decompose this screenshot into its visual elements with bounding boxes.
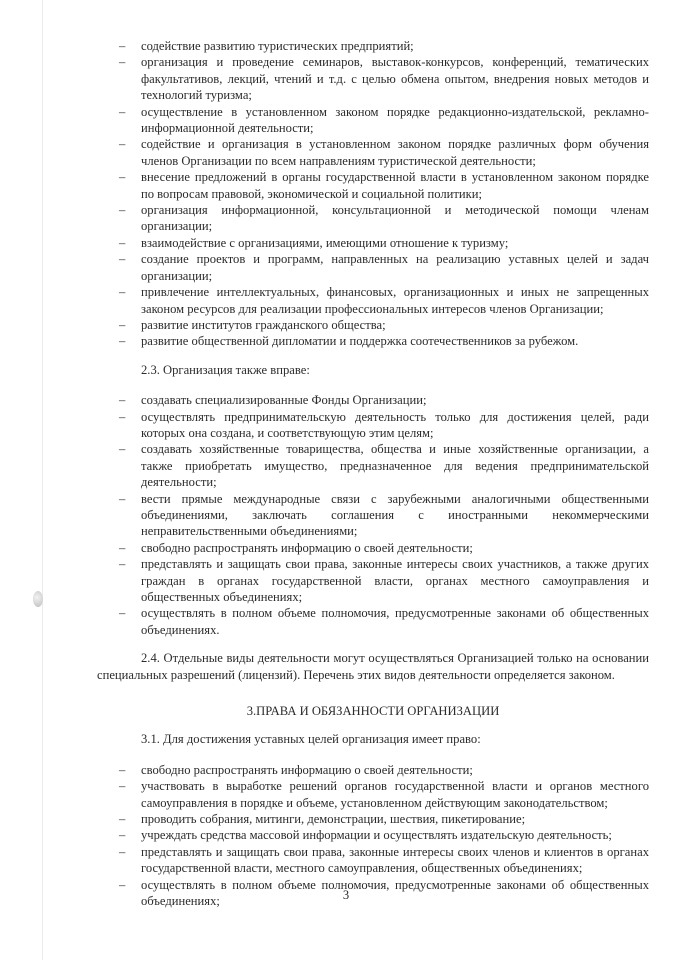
list-item: – осуществлять в полном объеме полномочия, предусмотренные законами об общественных объединениях. (97, 605, 649, 638)
section-3-1-intro: 3.1. Для достижения уставных целей организация имеет право: (141, 732, 481, 747)
list-item: – взаимодействие с организациями, имеющими отношение к туризму; (97, 235, 649, 251)
list-item: – внесение предложений в органы государственной власти в установленном законом порядке по вопросам правовой, экономической и социальной политики; (97, 169, 649, 202)
scan-edge-line (42, 0, 43, 960)
list-item: – развитие общественной дипломатии и поддержка соотечественников за рубежом. (97, 333, 649, 349)
rights-list (97, 392, 649, 638)
list-item: – содействие развитию туристических предприятий; (97, 38, 649, 54)
list-item: – осуществление в установленном законом порядке редакционно-издательской, рекламно-информационной деятельности; (97, 104, 649, 137)
list-item: – представлять и защищать свои права, законные интересы своих участников, а также других граждан в органах государственной власти, органах местного самоуправления и общественных объединениях; (97, 556, 649, 605)
list-item: – создание проектов и программ, направленных на реализацию уставных целей и задач организации; (97, 251, 649, 284)
page-content (97, 38, 649, 910)
list-item: – развитие институтов гражданского общества; (97, 317, 649, 333)
section-3-heading: 3.ПРАВА И ОБЯЗАННОСТИ ОРГАНИЗАЦИИ (246, 704, 500, 719)
list-item: – свободно распространять информацию о своей деятельности; (97, 762, 649, 778)
section-2-4-paragraph: 2.4. Отдельные виды деятельности могут осуществляться Организацией только на основании специальных разрешений (лицензий). Перечень этих видов деятельности определяется законом. (97, 651, 649, 682)
binder-hole-mark (33, 591, 43, 607)
list-item: – вести прямые международные связи с зарубежными аналогичными общественными объединениями, заключать соглашения с иностранными некоммерческими неправительственными объединениями; (97, 491, 649, 540)
list-item: – создавать специализированные Фонды Организации; (97, 392, 649, 408)
list-item: – осуществлять предпринимательскую деятельность только для достижения целей, ради которых она создана, и соответствующую этим целям; (97, 409, 649, 442)
list-item: – организация информационной, консультационной и методической помощи членам организации; (97, 202, 649, 235)
list-item: – учреждать средства массовой информации и осуществлять издательскую деятельность; (97, 827, 649, 843)
list-item: – представлять и защищать свои права, законные интересы своих членов и клиентов в органах государственной власти, местного самоуправления, общественных объединениях; (97, 844, 649, 877)
list-item: – привлечение интеллектуальных, финансовых, организационных и иных не запрещенных законом ресурсов для реализации профессиональных интересов членов Организации; (97, 284, 649, 317)
list-item: – создавать хозяйственные товарищества, общества и иные хозяйственные организации, а также приобретать имущество, предназначенное для ведения предпринимательской деятельности; (97, 441, 649, 490)
list-item: – организация и проведение семинаров, выставок-конкурсов, конференций, тематических факультативов, лекций, чтений и т.д. с целью обмена опытом, внедрения новых методов и технологий туризма; (97, 54, 649, 103)
list-item: – свободно распространять информацию о своей деятельности; (97, 540, 649, 556)
page-number: 3 (342, 888, 350, 902)
section-2-3-intro: 2.3. Организация также вправе: (141, 362, 310, 377)
activities-list (97, 38, 649, 350)
list-item: – содействие и организация в установленном законом порядке различных форм обучения членов Организации по всем направлениям туристической деятельности; (97, 136, 649, 169)
list-item: – осуществлять в полном объеме полномочия, предусмотренные законами об общественных объединениях; (97, 877, 649, 910)
list-item: – участвовать в выработке решений органов государственной власти и органов местного самоуправления в порядке и объеме, установленном действующим законодательством; (97, 778, 649, 811)
list-item: – проводить собрания, митинги, демонстрации, шествия, пикетирование; (97, 811, 649, 827)
